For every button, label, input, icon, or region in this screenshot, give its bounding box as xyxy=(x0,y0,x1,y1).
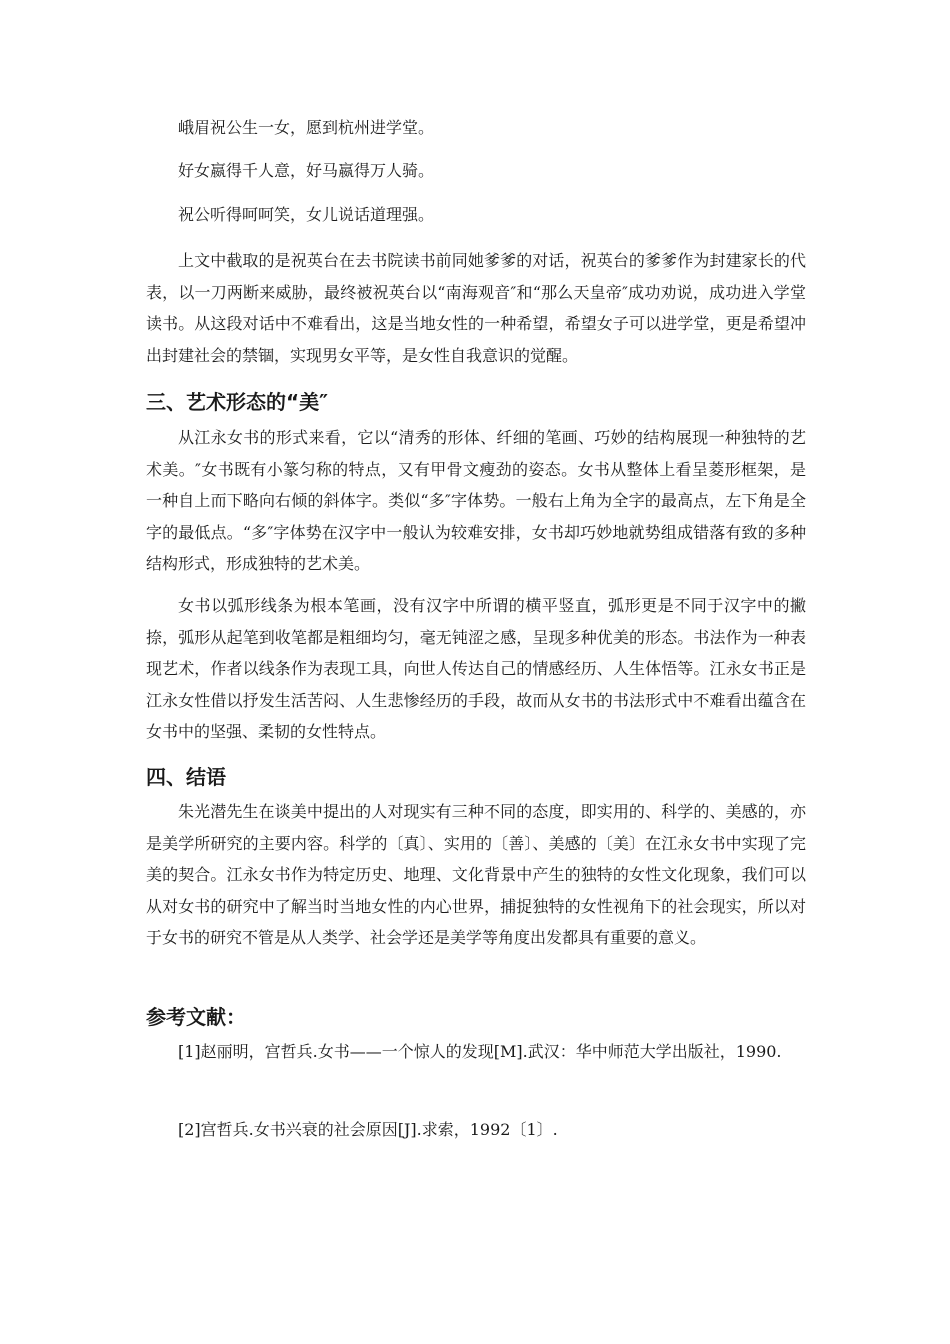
references-heading: 参考文献： xyxy=(146,1005,246,1029)
section-heading-art-form: 三、艺术形态的“美″ xyxy=(146,390,329,414)
reference-item: [2]宫哲兵.女书兴衰的社会原因[J].求索，1992〔1〕. xyxy=(178,1120,558,1139)
poem-line: 峨眉祝公生一女，愿到杭州进学堂。 xyxy=(178,118,435,137)
body-paragraph: 女书以弧形线条为根本笔画，没有汉字中所谓的横平竖直，弧形更是不同于汉字中的撇捺，弧形从起笔到收笔都是粗细均匀，毫无钝涩之感，呈现多种优美的形态。书法作为一种表现艺术，作者以线条作为表现工具，向世人传达自己的情感经历、人生体悟等。江永女书正是江永女性借以抒发生活苦闷、人生悲惨经历的手段，故而从女书的书法形式中不难看出蕴含在女书中的坚强、柔韧的女性特点。 xyxy=(146,596,806,741)
poem-line: 祝公听得呵呵笑，女儿说话道理强。 xyxy=(178,205,435,224)
reference-item: [1]赵丽明，宫哲兵.女书——一个惊人的发现[M].武汉：华中师范大学出版社，1990. xyxy=(178,1042,782,1061)
body-paragraph: 从江永女书的形式来看，它以“清秀的形体、纤细的笔画、巧妙的结构展现一种独特的艺术美。″女书既有小篆匀称的特点，又有甲骨文瘦劲的姿态。女书从整体上看呈菱形框架，是一种自上而下略向右倾的斜体字。类似“多″字体势。一般右上角为全字的最高点，左下角是全字的最低点。“多″字体势在汉字中一般认为较难安排，女书却巧妙地就势组成错落有致的多种结构形式，形成独特的艺术美。 xyxy=(146,428,806,573)
poem-line: 好女嬴得千人意，好马嬴得万人骑。 xyxy=(178,161,435,180)
body-paragraph: 朱光潜先生在谈美中提出的人对现实有三种不同的态度，即实用的、科学的、美感的，亦是美学所研究的主要内容。科学的〔真〕、实用的〔善〕、美感的〔美〕在江永女书中实现了完美的契合。江永女书作为特定历史、地理、文化背景中产生的独特的女性文化现象，我们可以从对女书的研究中了解当时当地女性的内心世界，捕捉独特的女性视角下的社会现实，所以对于女书的研究不管是从人类学、社会学还是美学等角度出发都具有重要的意义。 xyxy=(146,802,806,947)
section-heading-conclusion: 四、结语 xyxy=(146,765,226,789)
body-paragraph: 上文中截取的是祝英台在去书院读书前同她爹爹的对话，祝英台的爹爹作为封建家长的代表，以一刀两断来威胁，最终被祝英台以“南海观音″和“那么天皇帝″成功劝说，成功进入学堂读书。从这段对话中不难看出，这是当地女性的一种希望，希望女子可以进学堂，更是希望冲出封建社会的禁锢，实现男女平等，是女性自我意识的觉醒。 xyxy=(146,251,806,365)
